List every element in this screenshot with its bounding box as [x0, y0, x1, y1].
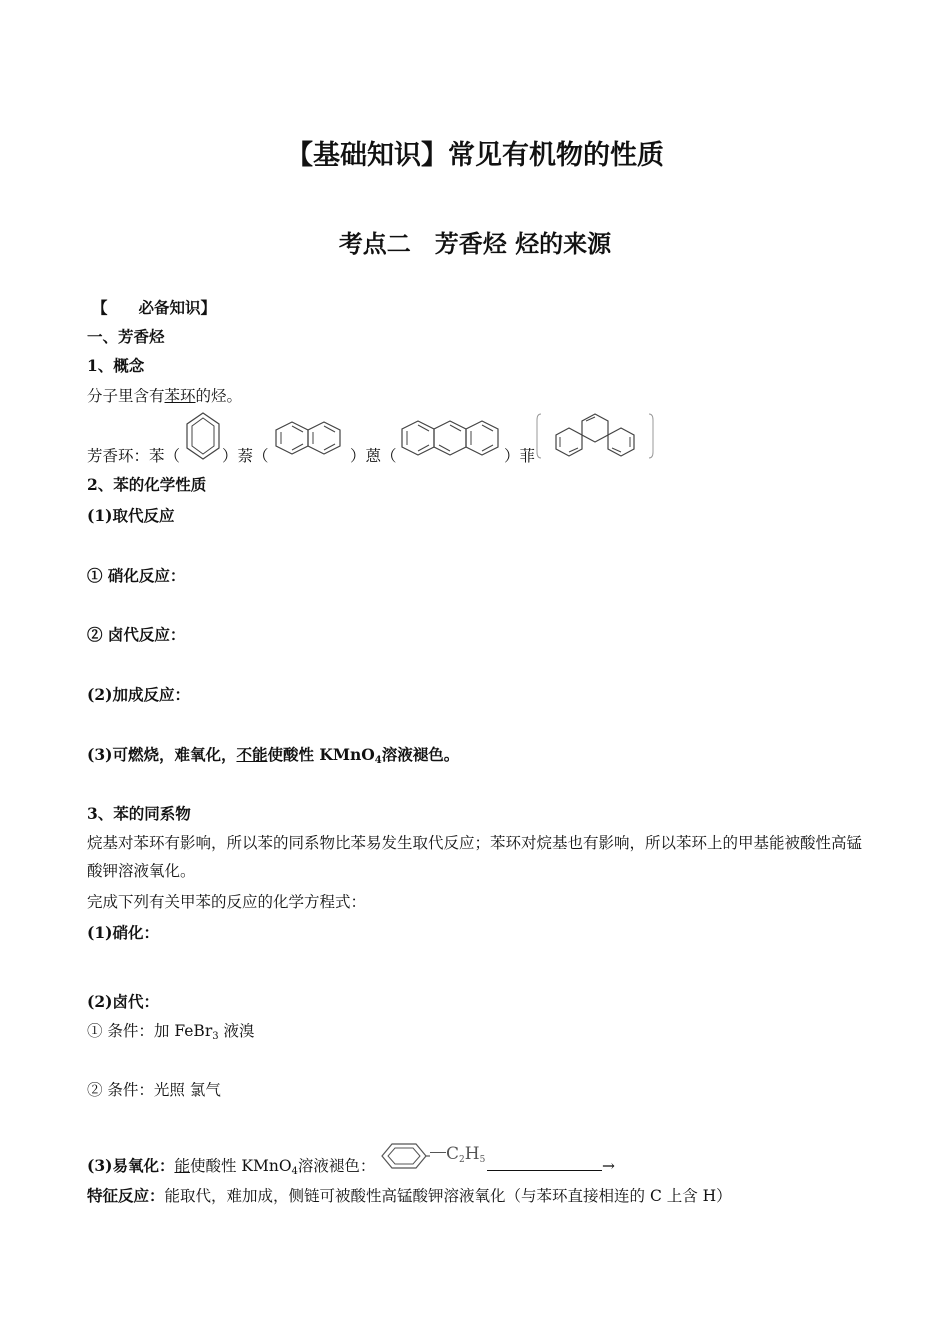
condition-1	[87, 1021, 255, 1047]
oxidation-mid-text: 使酸性 KMnO	[189, 1157, 292, 1175]
ethyl-c: C	[446, 1144, 460, 1164]
condition-2: ② 条件：光照 氯气	[87, 1081, 221, 1099]
toluene-oxidation-line	[87, 1156, 375, 1182]
section-header: 【 必备知识】	[92, 298, 217, 317]
cond1-sub: 3	[212, 1031, 219, 1042]
oxidation-sub-text: 4	[291, 1166, 298, 1177]
ethyl-h-sub: 5	[479, 1155, 486, 1165]
cond1-suffix: 液溴	[218, 1022, 255, 1040]
anthracene-structure	[400, 418, 504, 458]
phenanthrene-structure	[535, 410, 655, 462]
concept-prefix: 分子里含有	[87, 387, 165, 405]
nitration-label: ① 硝化反应：	[87, 566, 186, 585]
reaction-arrow	[487, 1156, 615, 1176]
benzene-structure	[184, 410, 222, 462]
oxidation-line	[87, 745, 459, 771]
oxidation-sub: 4	[374, 755, 382, 766]
oxidation-underlined: 不能	[236, 745, 268, 764]
homolog-heading: 3、苯的同系物	[87, 804, 191, 823]
page-title: 【基础知识】常见有机物的性质	[286, 140, 664, 171]
naphthalene-structure	[274, 420, 346, 456]
concept-underlined: 苯环	[164, 387, 196, 405]
benzene-chem-heading: 2、苯的化学性质	[87, 475, 207, 494]
feature-label: 特征反应：	[87, 1186, 165, 1205]
rings-prefix: 芳香环：苯（	[87, 447, 181, 465]
concept-text	[87, 386, 242, 406]
concept-heading: 1、概念	[87, 356, 145, 375]
ring-anthracene-close: ）菲	[504, 447, 536, 465]
homolog-paragraph: 烷基对苯环有影响，所以苯的同系物比苯易发生取代反应；苯环对烷基也有影响，所以苯环上的甲基能被酸性高锰酸钾溶液氧化。	[87, 834, 863, 880]
oxidation-suffix: 溶液褪色。	[381, 745, 460, 764]
ethyl-group	[430, 1144, 485, 1165]
oxidation-mid: 使酸性 KMnO	[267, 745, 375, 764]
substitution-heading: (1)取代反应	[87, 506, 175, 525]
ring-benzene-close: ）萘（	[222, 447, 269, 465]
oxidation-underlined-can: 能	[174, 1157, 190, 1175]
ethyl-h: H	[464, 1144, 480, 1164]
ring-naphthalene-close: ）蒽（	[350, 447, 397, 465]
oxidation-prefix: (3)可燃烧，难氧化，	[87, 745, 237, 764]
oxidation-suffix-text: 溶液褪色：	[297, 1157, 376, 1175]
concept-suffix: 的烃。	[195, 387, 243, 405]
toluene-halogenation-label: (2)卤代：	[87, 992, 159, 1011]
ethyl-c-sub: 2	[459, 1155, 465, 1165]
halogenation-label: ② 卤代反应：	[87, 625, 186, 644]
cond1-prefix: ① 条件：加 FeBr	[87, 1022, 213, 1040]
oxidation-label: (3)易氧化：	[87, 1156, 175, 1175]
feature-line	[87, 1186, 732, 1206]
addition-label: (2)加成反应：	[87, 685, 190, 704]
arrow-symbol: →	[602, 1157, 615, 1175]
complete-instruction: 完成下列有关甲苯的反应的化学方程式：	[87, 893, 367, 911]
toluene-nitration-label: (1)硝化：	[87, 923, 159, 942]
aromatic-heading: 一、芳香烃	[87, 327, 165, 346]
page-subtitle: 考点二 芳香烃 烃的来源	[338, 229, 612, 258]
feature-text: 能取代，难加成，侧链可被酸性高锰酸钾溶液氧化（与苯环直接相连的 C 上含 H）	[164, 1187, 732, 1205]
ethylbenzene-ring	[380, 1136, 430, 1176]
